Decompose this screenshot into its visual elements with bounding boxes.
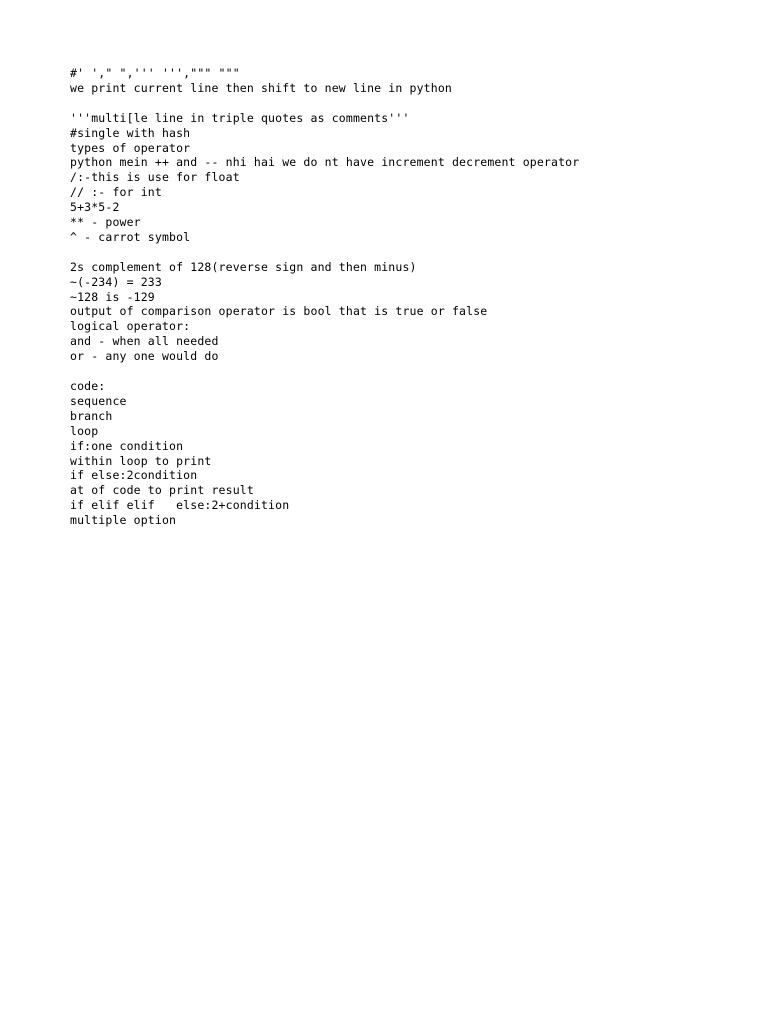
text-line: ~(-234) = 233 [70, 274, 162, 289]
text-line: branch [70, 408, 113, 423]
text-line: 5+3*5-2 [70, 200, 120, 215]
text-line: at of code to print result [70, 483, 254, 498]
text-line: ** - power [70, 215, 141, 230]
text-line: if elif elif else:2+condition [70, 498, 290, 513]
text-line: if else:2condition [70, 468, 198, 483]
text-line-blank [70, 96, 700, 111]
text-line-blank [70, 245, 700, 260]
text-line: types of operator [70, 140, 191, 155]
text-line: we print current line then shift to new line in python [70, 80, 452, 95]
text-line: #' '," ",''' ''',""" """ [70, 66, 240, 80]
text-line: output of comparison operator is bool that is true or false [70, 304, 488, 319]
text-line: '''multi[le line in triple quotes as comments''' [70, 110, 410, 125]
text-line: sequence [70, 393, 127, 408]
text-line: within loop to print [70, 453, 212, 468]
text-line: // :- for int [70, 185, 162, 200]
document-text-block [70, 66, 700, 528]
text-line: ~128 is -129 [70, 289, 155, 304]
text-line: code: [70, 378, 106, 393]
text-line: /:-this is use for float [70, 170, 240, 185]
text-line: or - any one would do [70, 349, 219, 364]
text-line: loop [70, 423, 99, 438]
text-line: ^ - carrot symbol [70, 229, 191, 244]
text-line: python mein ++ and -- nhi hai we do nt have increment decrement operator [70, 155, 580, 170]
text-line: and - when all needed [70, 334, 219, 349]
text-line: #single with hash [70, 125, 191, 140]
text-line-blank [70, 364, 700, 379]
text-line: multiple option [70, 513, 177, 528]
text-line: if:one condition [70, 438, 184, 453]
text-line: 2s complement of 128(reverse sign and then minus) [70, 259, 417, 274]
text-line: logical operator: [70, 319, 191, 334]
